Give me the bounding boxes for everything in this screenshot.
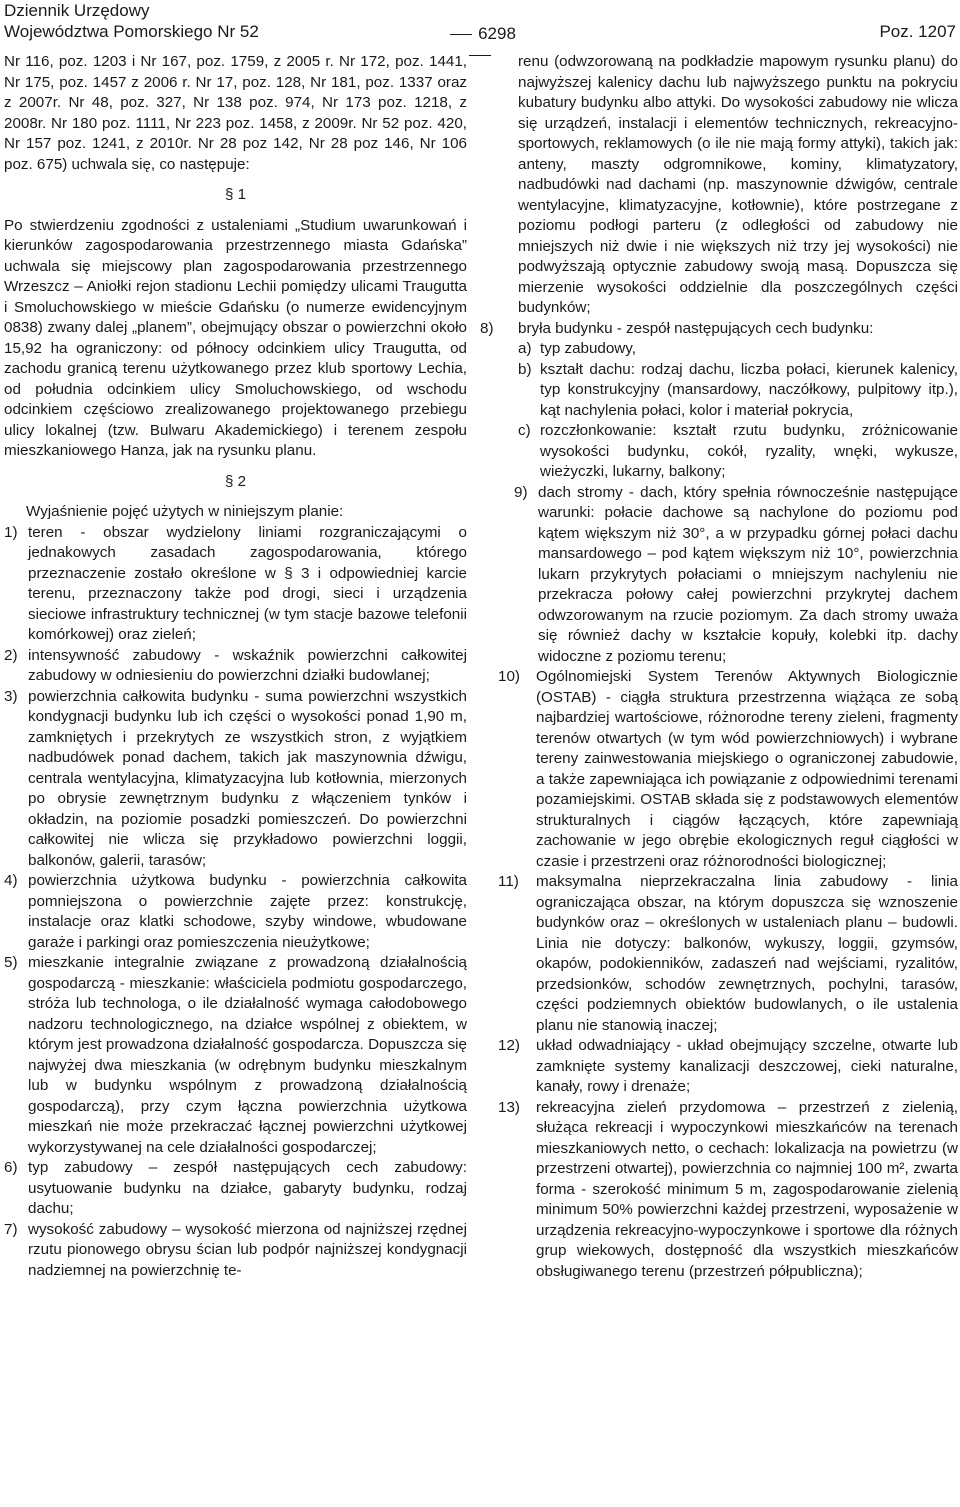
- page-number: 6298: [430, 23, 530, 65]
- list-item: 3) powierzchnia całkowita budynku - suma powierzchni wszystkich kondygnacji budynku lub ich części o wysokości ponad 1,90 m, zamkniętych i przekrytych ze wszystkich stron, z wyjątkiem nadbudówek ponad dachem, takich jak maszynownia dźwigu, centrala wentylacyjna, klimatyzacyjna lub kotłownia, mierzonych po obrysie zewnętrznym budynku z włączeniem tynków i okładzin, na poziomie posadzki pomieszczeń. Do powierzchni całkowitej nie wlicza się przykładowo powierzchni loggii, balkonów, galerii, tarasów;: [4, 687, 467, 869]
- list-item: 4) powierzchnia użytkowa budynku - powierzchnia całkowita pomniejszona o powierzchnie zajęte przez: konstrukcję, instalacje oraz klatki schodowe, szyby windowe, wbudowane garaże i parkingi oraz pomieszczenia nieużytkowe;: [4, 872, 467, 951]
- intro-paragraph: Nr 116, poz. 1203 i Nr 167, poz. 1759, z 2005 r. Nr 172, poz. 1441, Nr 175, poz. 1457 z 2006 r. Nr 17, poz. 128, Nr 181, poz. 1337 oraz z 2007r. Nr 48, poz. 327, Nr 138 poz. 974, Nr 173 poz. 1218, z 2008r. Nr 180 poz. 1111, Nr 223 poz. 1458, z 2009r. Nr 52 poz. 420, Nr 157 poz. 1241, z 2010r. Nr 28 poz 142, Nr 28 poz 146, Nr 106 poz. 675) uchwala się, co następuje:: [4, 53, 467, 173]
- list-item: 13) rekreacyjna zieleń przydomowa – przestrzeń z zielenią, służąca rekreacji i wypoczynkowi mieszkańców na terenach mieszkaniowych netto, o cechach: lokalizacja na powietrzu (w przestrzeni otwartej), powierzchnia co najmniej 100 m², zwarta forma - szerokość minimum 5 m, zagospodarowanie zielenią minimum 50% powierzchni każdej przestrzeni, wyposażenie w urządzenia rekreacyjno-wypoczynkowe i sportowe dla różnych grup wiekowych, dostępność dla wszystkich mieszkańców obsługiwanego terenu (przestrzeń półpubliczna);: [498, 1098, 958, 1280]
- sub-list-item: b) kształt dachu: rodzaj dachu, liczba połaci, kierunek kalenicy, typ konstrukcyjny (mansardowy, naczółkowy, pulpitowy itp.), kąt nachylenia połaci, kolor i materiał pokrycia,: [518, 360, 958, 419]
- list-item: 11) maksymalna nieprzekraczalna linia zabudowy - linia ograniczająca obszar, na którym dopuszcza się wznoszenie budynków oraz – określonych w ustaleniach planu – budowli. Linia nie dotyczy: balkonów, wykuszy, loggii, gzymsów, okapów, podokienników, zadaszeń nad wejściami, ryzalitów, przedsionków, schodów zewnętrznych, pochylni, tarasów, części podziemnych obiektów budowlanych, o ile ustalenia planu nie stanowią inaczej;: [498, 873, 958, 1034]
- list-item: 2) intensywność zabudowy - wskaźnik powierzchni całkowitej zabudowy w odniesieniu do powierzchni działki budowlanej;: [4, 646, 467, 684]
- list-item: 1) teren - obszar wydzielony liniami rozgraniczającymi o jednakowych zasadach zagospodarowania, którego przeznaczenie zostało określone w § 3 i odpowiedniej karcie terenu, przeznaczony także pod drogi, sieci i urządzenia sieciowe infrastruktury technicznej (w tym stacje bazowe telefonii komórkowej) oraz zieleń;: [4, 523, 467, 643]
- section-1-heading: § 1: [224, 186, 247, 203]
- list-item: 6) typ zabudowy – zespół następujących cech zabudowy: usytuowanie budynku na działce, gabaryty budynku, rodzaj dachu;: [4, 1159, 467, 1217]
- section-2-heading: § 2: [224, 472, 247, 490]
- right-column: [480, 52, 958, 1282]
- list-item: 9) dach stromy - dach, który spełnia równocześnie następujące warunki: połacie dachowe są nachylone do poziomu pod kątem większym niż 30°, a w przypadku górnej połaci dachu mansardowego – pod kątem większym niż 10°, powierzchnia lukarn przykrytych połaciami o mniejszym nachyleniu nie przekracza połowy całej powierzchni przykrytej dachem odwzorowanym na rzucie poziomym. Za dach stromy uważa się również dachy w kształcie kopuły, kolebki itp. dachy widoczne z poziomu terenu;: [514, 483, 958, 665]
- position-number: Poz. 1207: [879, 22, 956, 41]
- list-item: 5) mieszkanie integralnie związane z prowadzoną działalnością gospodarczą - mieszkanie: właściciela podmiotu gospodarczego, stróża lub technologa, o ile działalność wymaga całodobowego nadzoru technologicznego, na działce wspólnej z obiektem, w którym jest prowadzona działalność gospodarcza. Dopuszcza się najwyżej dwa mieszkania (w odrębnym budynku mieszkalnym lub w budynku wspólnym z prowadzoną działalnością gospodarczą), przy czym łączna powierzchnia użytkowa mieszkań nie może przekraczać łącznej powierzchni użytkowej wykorzystywanej na cele działalności gospodarczej;: [4, 954, 467, 1156]
- section-1-text: Po stwierdzeniu zgodności z ustaleniami „Studium uwarunkowań i kierunków zagospodarowania przestrzennego miasta Gdańska” uchwala się miejscowy plan zagospodarowania przestrzennego Wrzeszcz – Aniołki rejon stadionu Lechii pomiędzy ulicami Traugutta i Smoluchowskiego w mieście Gdańsku (o numerze ewidencyjnym 0838) zwany dalej „planem”, obejmujący obszar o powierzchni około 15,92 ha ograniczony: od północy odcinkiem ulicy Traugutta, od zachodu granicą terenu użytkowanego przez klub sportowy Lechia, od południa odcinkiem ulicy Smoluchowskiego, od wschodu odcinkiem częściowo zrealizowanego projektowanego przebiegu ulicy lokalnej (tzw. Bulwaru Akademickiego) i terenem zespołu mieszkaniowego Hanza, jak na rysunku planu.: [4, 216, 467, 459]
- sub-list-item: a) typ zabudowy,: [518, 340, 636, 357]
- journal-volume: Województwa Pomorskiego Nr 52: [4, 22, 259, 41]
- left-column: [4, 52, 467, 1281]
- list-item: 8) bryła budynku - zespół następujących cech budynku:: [480, 319, 874, 337]
- definitions-list: [4, 523, 467, 1282]
- sub-list-item: c) rozczłonkowanie: kształt rzutu budynku, zróżnicowanie wysokości budynku, cokół, ryzality, wnęki, wykusze, wieżyczki, lukarny, balkony;: [518, 422, 958, 480]
- list-item: 10) Ogólnomiejski System Terenów Aktywnych Biologicznie (OSTAB) - ciągła struktura przestrzenna wiążąca ze sobą najbardziej wartościowe, różnorodne tereny zieleni, fragmenty terenów otwartych (w tym wód powierzchniowych) i wybrane tereny zainwestowania miejskiego o ograniczonej zabudowie, a także zapewniająca ich powiązanie z odpowiednimi terenami pozamiejskimi. OSTAB składa się z podstawowych elementów strukturalnych i ciągów łączących, które zapewniają zachowanie w jego obrębie ekologicznych reguł ciągłości w czasie i przestrzeni oraz różnorodności biologicznej;: [498, 668, 958, 870]
- page-header: [0, 0, 960, 46]
- section-2-intro: Wyjaśnienie pojęć użytych w niniejszym planie:: [26, 503, 344, 520]
- list-item: 12) układ odwadniający - układ obejmujący szczelne, otwarte lub zamknięte systemy kanalizacji deszczowej, cieki naturalne, kanały, rowy i drenaże;: [498, 1037, 958, 1095]
- list-item: 7) wysokość zabudowy – wysokość mierzona od najniższej rzędnej rzutu pionowego obrysu ścian lub podpór najniższej kondygnacji nadziemnej na powierzchnię te-: [4, 1220, 467, 1279]
- continuation-paragraph: renu (odwzorowaną na podkładzie mapowym rysunku planu) do najwyższej kalenicy dachu lub najwyższego punktu na pokryciu kubatury budynku albo attyki. Do wysokości zabudowy nie wlicza się urządzeń, instalacji i elementów technicznych, rekreacyjno-sportowych, reklamowych (o ile nie mają formy attyki), takich jak: anteny, maszty odgromnikowe, kominy, klimatyzatory, nadbudówki nad dachami (np. maszynownie dźwigów, centrale wentylacyjne, klimatyzacyjne, kotłownie), które postrzegane z poziomu podłogi parteru (z odległości od zabudowy nie mniejszych niż dwie i nie większych niż trzy jej wysokości) nie podwyższają optycznie zabudowy swoją masą. Dopuszcza się mierzenie wysokości oddzielnie dla poszczególnych części budynków;: [518, 53, 958, 316]
- journal-title: Dziennik Urzędowy: [4, 1, 150, 20]
